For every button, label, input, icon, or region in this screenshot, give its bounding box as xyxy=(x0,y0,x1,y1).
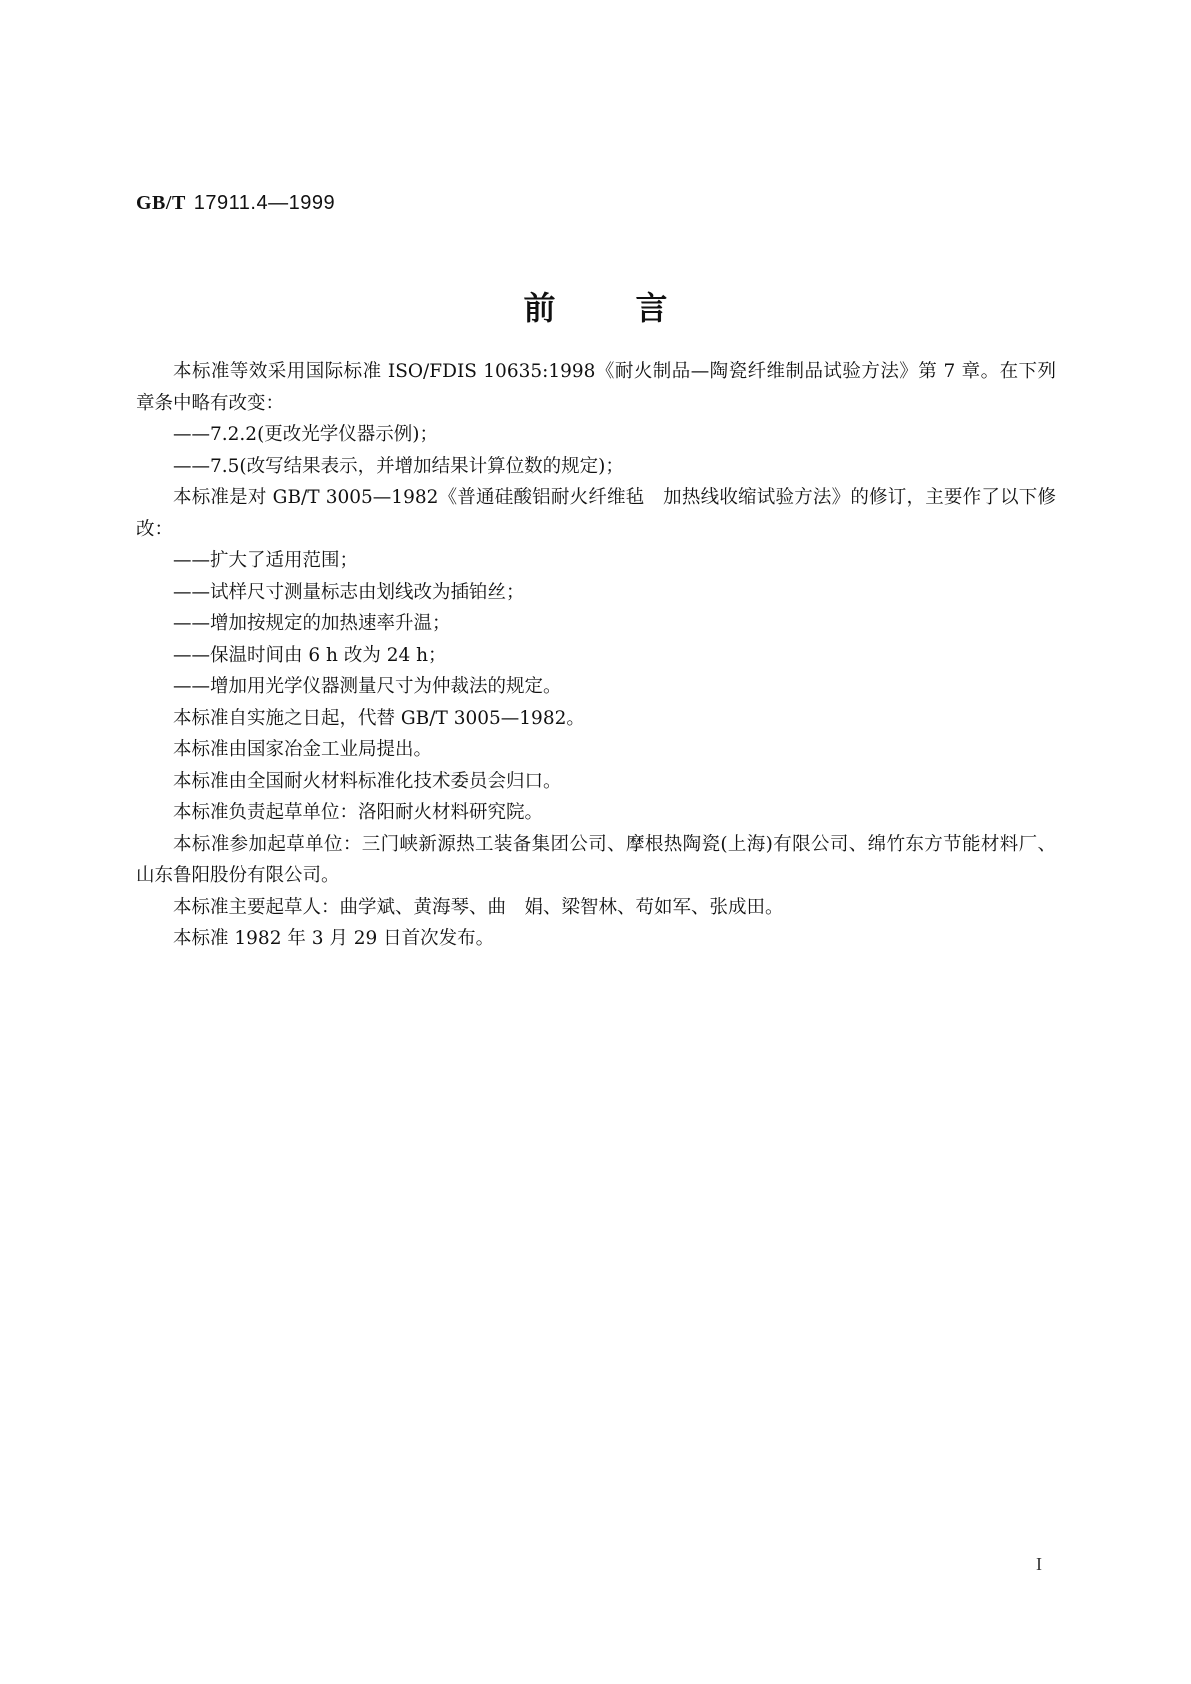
paragraph-revision: 本标准是对 GB/T 3005—1982《普通硅酸铝耐火纤维毡 加热线收缩试验方法》的修订，主要作了以下修改： xyxy=(136,487,1056,540)
page-number: I xyxy=(1036,1554,1042,1574)
paragraph-centralized-by: 本标准由全国耐火材料标准化技术委员会归口。 xyxy=(173,770,562,792)
paragraph-drafting-unit: 本标准负责起草单位：洛阳耐火材料研究院。 xyxy=(173,802,544,823)
paragraph-participating-units: 本标准参加起草单位：三门峡新源热工装备集团公司、摩根热陶瓷(上海)有限公司、绵竹东方节能材料厂、山东鲁阳股份有限公司。 xyxy=(136,833,1056,886)
standard-number xyxy=(136,190,335,215)
list-item-arbitration: ——增加用光学仪器测量尺寸为仲裁法的规定。 xyxy=(173,676,562,697)
page-title: 前言 xyxy=(523,289,748,327)
list-item-heating-rate: ——增加按规定的加热速率升温； xyxy=(173,613,451,634)
list-item-change-7-2-2: ——7.2.2(更改光学仪器示例)； xyxy=(173,424,439,445)
paragraph-proposed-by: 本标准由国家冶金工业局提出。 xyxy=(173,739,433,760)
paragraph-first-release: 本标准 1982 年 3 月 29 日首次发布。 xyxy=(173,928,495,949)
list-item-scope: ——扩大了适用范围； xyxy=(173,550,359,571)
list-item-change-7-5: ——7.5(改写结果表示，并增加结果计算位数的规定)； xyxy=(173,455,624,477)
standard-code: 17911.4—1999 xyxy=(193,192,336,214)
paragraph-replaces: 本标准自实施之日起，代替 GB/T 3005—1982。 xyxy=(173,707,585,729)
paragraph-adoption: 本标准等效采用国际标准 ISO/FDIS 10635:1998《耐火制品—陶瓷纤维制品试验方法》第 7 章。在下列章条中略有改变： xyxy=(136,361,1056,414)
foreword-body xyxy=(136,356,1056,955)
standard-prefix: GB/T xyxy=(136,192,186,214)
list-item-marker: ——试样尺寸测量标志由划线改为插铂丝； xyxy=(173,581,525,603)
list-item-holding-time: ——保温时间由 6 h 改为 24 h； xyxy=(173,644,447,666)
paragraph-drafters: 本标准主要起草人：曲学斌、黄海琴、曲 娟、梁智林、苟如军、张成田。 xyxy=(173,896,784,918)
